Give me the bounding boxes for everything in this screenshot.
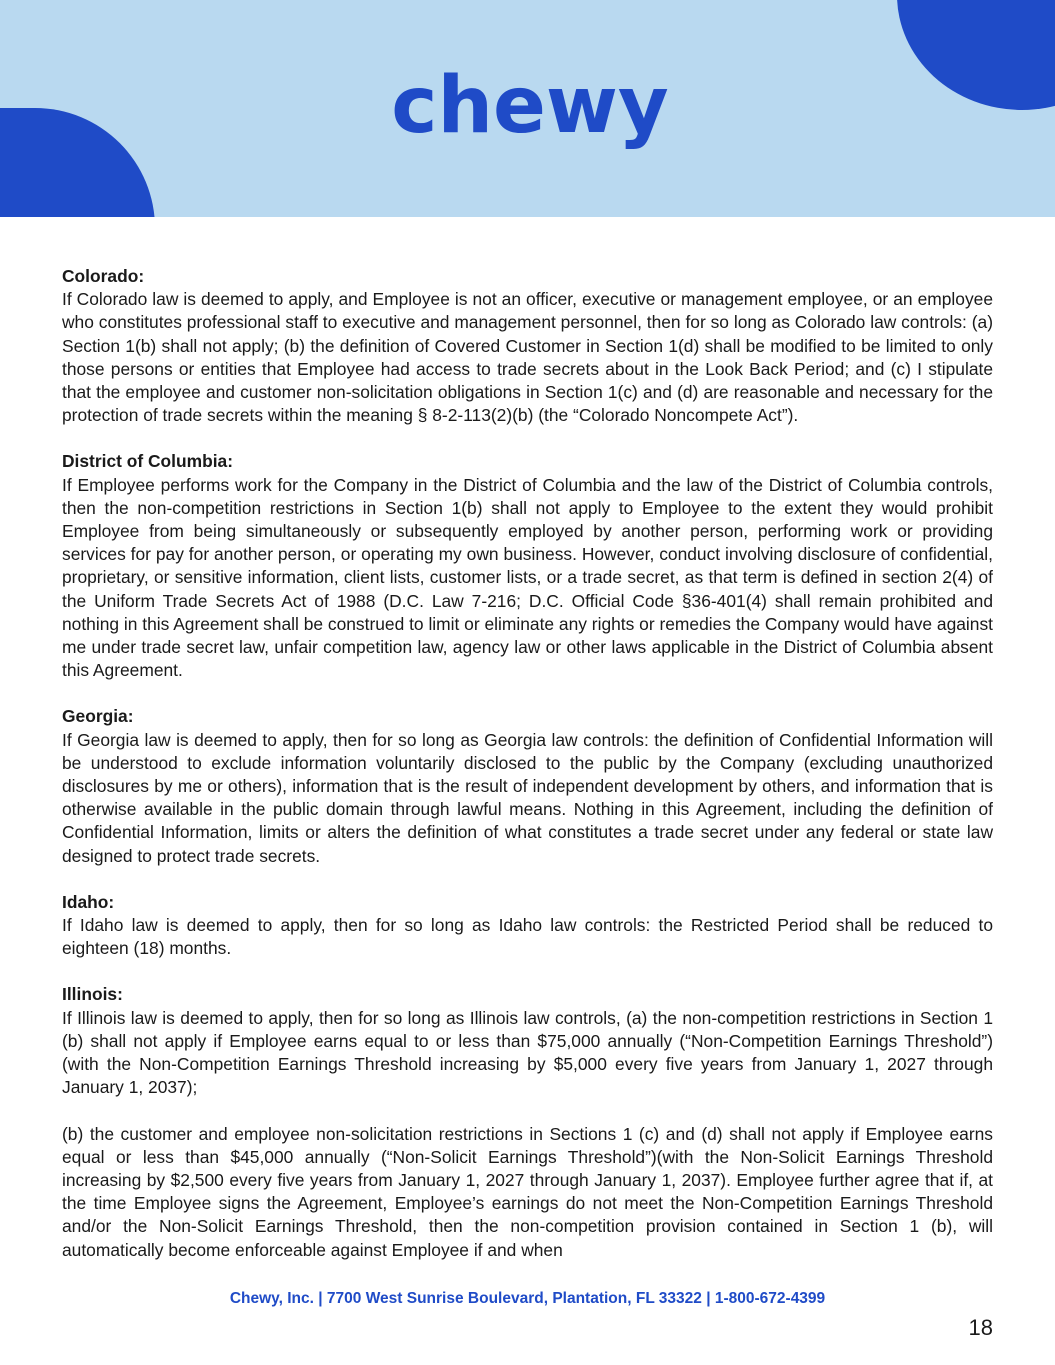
footer-contact: Chewy, Inc. | 7700 West Sunrise Boulevard, Plantation, FL 33322 | 1-800-672-4399 — [229, 1290, 826, 1307]
section-heading: District of Columbia: — [62, 451, 234, 472]
section-paragraph: If Illinois law is deemed to apply, then for so long as Illinois law controls, (a) the non-competition restrictions in Section 1 (b) shall not apply if Employee earns equal to or less than $75,000 annually (“Non-Competition Earnings Threshold”) (with the Non-Competition Earnings Threshold increasing by $5,000 every five years from January 1, 2027 through January 1, 2037); — [62, 1007, 993, 1098]
section-illinois — [62, 983, 993, 1261]
section-paragraph: (b) the customer and employee non-solicitation restrictions in Sections 1 (c) and (d) shall not apply if Employee earns equal or less than $45,000 annually (“Non-Solicit Earnings Threshold”)(with the Non-Solicit Earnings Threshold increasing by $2,500 every five years from January 1, 2027 through January 1, 2037). Employee further agree that if, at the time Employee signs the Agreement, Employee’s earnings do not meet the Non-Competition Earnings Threshold and/or the Non-Solicit Earnings Threshold, then the non-competition provision contained in Section 1 (b), will automatically become enforceable against Employee if and when — [62, 1123, 993, 1260]
section-heading: Illinois: — [62, 984, 123, 1005]
decorative-shape-left — [0, 108, 155, 217]
decorative-shape-right — [897, 0, 1055, 110]
page-number: 18 — [968, 1315, 993, 1340]
section-paragraph: If Georgia law is deemed to apply, then for so long as Georgia law controls: the definition of Confidential Information will be understood to exclude information voluntarily disclosed to the public by the Company (excluding unauthorized disclosures by me or others), information that is the result of independent development by others, and information that is otherwise available in the public domain through lawful means. Nothing in this Agreement, including the definition of Confidential Information, limits or alters the definition of what constitutes a trade secret under any federal or state law designed to protect trade secrets. — [62, 729, 993, 866]
section-heading: Georgia: — [62, 706, 134, 727]
page-header — [0, 0, 1055, 217]
section-colorado — [62, 265, 993, 427]
section-paragraph: If Employee performs work for the Company in the District of Columbia and the law of the District of Columbia controls, then the non-competition restrictions in Section 1(b) shall not apply to Employee to the extent they would prohibit Employee from being simultaneously or subsequently employed by another person, performing work or providing services for pay for another person, or operating my own business. However, conduct involving disclosure of confidential, proprietary, or sensitive information, client lists, customer lists, or a trade secret, as that term is defined in section 2(4) of the Uniform Trade Secrets Act of 1988 (D.C. Law 7-216; D.C. Official Code §36-401(4) shall remain prohibited and nothing in this Agreement shall be construed to limit or eliminate any rights or remedies the Company would have against me under trade secret law, unfair competition law, agency law or other laws applicable in the District of Columbia absent this Agreement. — [62, 474, 993, 681]
section-paragraph: If Colorado law is deemed to apply, and Employee is not an officer, executive or management employee, or an employee who constitutes professional staff to executive and management personnel, then for so long as Colorado law controls: (a) Section 1(b) shall not apply; (b) the definition of Covered Customer in Section 1(d) shall be modified to be limited to only those persons or entities that Employee had access to trade secrets about in the Look Back Period; and (c) I stipulate that the employee and customer non-solicitation obligations in Section 1(c) and (d) are reasonable and necessary for the protection of trade secrets within the meaning § 8-2-113(2)(b) (the “Colorado Noncompete Act”). — [62, 289, 993, 426]
section-idaho — [62, 891, 993, 961]
section-heading: Idaho: — [62, 891, 115, 912]
section-paragraph: If Idaho law is deemed to apply, then for so long as Idaho law controls: the Restricted Period shall be reduced to eighteen (18) months. — [62, 915, 993, 959]
document-body — [62, 265, 993, 1285]
section-georgia — [62, 705, 993, 867]
section-district-of-columbia — [62, 450, 993, 682]
svg-text:chewy: chewy — [391, 61, 669, 151]
section-heading: Colorado: — [62, 266, 145, 286]
chewy-logo — [380, 50, 680, 160]
